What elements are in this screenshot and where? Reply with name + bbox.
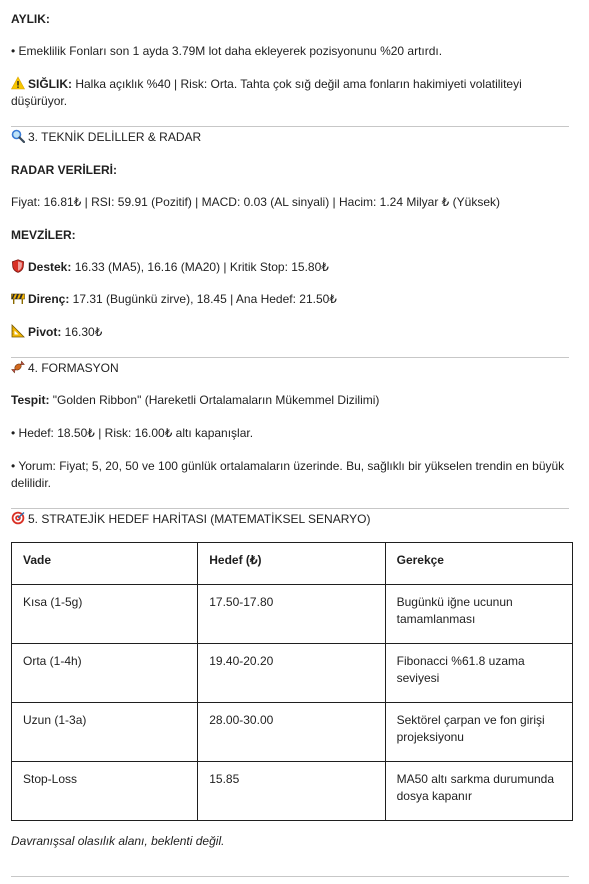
table-row	[12, 703, 573, 762]
divider	[11, 508, 569, 509]
column-header-vade: Vade	[12, 543, 198, 585]
footnote: Davranışsal olasılık alanı, beklenti değil.	[11, 834, 225, 848]
section5-heading-text: 5. STRATEJİK HEDEF HARİTASI (MATEMATİKSEL SENARYO)	[28, 512, 371, 526]
strategic-target-table	[11, 542, 573, 821]
table-row	[12, 585, 573, 644]
table-cell: Sektörel çarpan ve fon girişi projeksiyonu	[385, 703, 572, 762]
table-cell: 28.00-30.00	[198, 703, 385, 762]
hedef-bullet: • Hedef: 18.50₺ | Risk: 16.00₺ altı kapanışlar.	[11, 426, 254, 440]
table-cell: 19.40-20.20	[198, 644, 385, 703]
destek-label: Destek:	[28, 260, 72, 274]
shield-icon	[11, 259, 25, 273]
section4-heading-text: 4. FORMASYON	[28, 361, 119, 375]
table-cell: Bugünkü iğne ucunun tamamlanması	[385, 585, 572, 644]
column-header-gerekce: Gerekçe	[385, 543, 572, 585]
section3-heading	[11, 129, 573, 146]
yorum-bullet: • Yorum: Fiyat; 5, 20, 50 ve 100 günlük ortalamaların üzerinde. Bu, sağlıklı bir yükselen trendin en büyük delilidir.	[11, 459, 565, 490]
divider	[11, 876, 569, 877]
section5-heading	[11, 511, 573, 528]
health-paragraph	[11, 76, 573, 110]
pivot-text: 16.30₺	[61, 325, 103, 339]
fund-bullet: • Emeklilik Fonları son 1 ayda 3.79M lot daha ekleyerek pozisyonunu %20 artırdı.	[11, 44, 443, 58]
tespit-text: "Golden Ribbon" (Hareketli Ortalamaların Mükemmel Dizilimi)	[49, 393, 380, 407]
table-header-row	[12, 543, 573, 585]
pivot-label: Pivot:	[28, 325, 62, 339]
divider	[11, 126, 569, 127]
direnc-label: Direnç:	[28, 292, 70, 306]
destek-text: 16.33 (MA5), 16.16 (MA20) | Kritik Stop: 15.80₺	[71, 260, 329, 274]
pivot-line	[11, 324, 573, 341]
table-cell: 15.85	[198, 762, 385, 821]
health-text: Halka açıklık %40 | Risk: Orta. Tahta çok sığ değil ama fonların hakimiyeti volatiliteyi düşürüyor.	[11, 77, 522, 108]
table-cell: Stop-Loss	[12, 762, 198, 821]
triangular-ruler-icon	[11, 324, 25, 338]
radar-title: RADAR VERİLERİ:	[11, 163, 118, 177]
table-cell: MA50 altı sarkma durumunda dosya kapanır	[385, 762, 572, 821]
mevziler-title: MEVZİLER:	[11, 228, 76, 242]
aylik-title: AYLIK:	[11, 12, 50, 26]
column-header-hedef: Hedef (₺)	[198, 543, 385, 585]
table-row	[12, 644, 573, 703]
tespit-label: Tespit:	[11, 393, 50, 407]
table-cell: Fibonacci %61.8 uzama seviyesi	[385, 644, 572, 703]
destek-line	[11, 259, 573, 276]
health-label: SIĞLIK:	[28, 77, 72, 91]
direnc-line	[11, 291, 573, 308]
table-cell: Kısa (1-5g)	[12, 585, 198, 644]
table-cell: 17.50-17.80	[198, 585, 385, 644]
section3-heading-text: 3. TEKNİK DELİLLER & RADAR	[28, 130, 202, 144]
table-cell: Uzun (1-3a)	[12, 703, 198, 762]
direnc-text: 17.31 (Bugünkü zirve), 18.45 | Ana Hedef: 21.50₺	[69, 292, 337, 306]
section4-heading	[11, 360, 573, 377]
table-cell: Orta (1-4h)	[12, 644, 198, 703]
tespit-line	[11, 392, 573, 409]
bullseye-icon	[11, 511, 25, 525]
construction-barrier-icon	[11, 291, 25, 305]
divider	[11, 357, 569, 358]
wrapped-candy-icon	[11, 360, 25, 374]
radar-line: Fiyat: 16.81₺ | RSI: 59.91 (Pozitif) | MACD: 0.03 (AL sinyali) | Hacim: 1.24 Milyar ₺ (Yüksek)	[11, 195, 500, 209]
warning-icon	[11, 76, 25, 90]
magnifier-icon	[11, 129, 25, 143]
table-row	[12, 762, 573, 821]
